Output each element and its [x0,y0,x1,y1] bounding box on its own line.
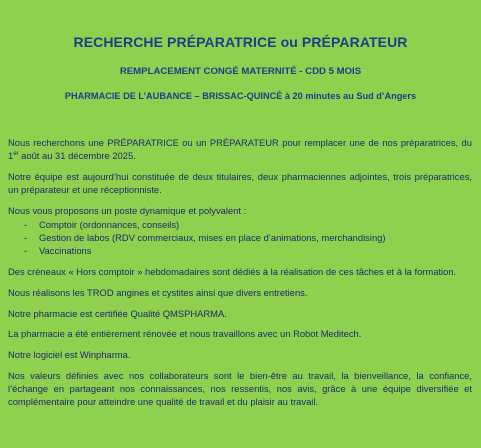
team-paragraph: Notre équipe est aujourd’hui constituée de deux titulaires, deux pharmaciennes adjointes, trois préparatrices, un préparateur et une réceptionniste. [8,170,472,196]
hors-comptoir-paragraph: Des créneaux « Hors comptoir » hebdomadaires sont dédiés à la réalisation de ces tâches et à la formation. [8,266,457,278]
list-item [24,218,472,231]
list-item [24,231,472,244]
posting-body [8,136,472,416]
offer-intro: Nous vous proposons un poste dynamique et polyvalent : [8,204,247,216]
renovation-paragraph: La pharmacie a été entièrement rénovée et nous travaillons avec un Robot Meditech. [8,328,362,340]
posting-subtitle: REMPLACEMENT CONGÉ MATERNITÉ - CDD 5 MOIS [119,66,362,77]
intro-superscript: er [13,151,19,158]
list-item [24,244,472,257]
intro-text: Nous recherchons une PRÉPARATRICE ou un PRÉPARATEUR pour remplacer une de nos préparatrices, du 1 [8,137,472,162]
bullet-dash: - [24,219,28,231]
posting-title: RECHERCHE PRÉPARATRICE ou PRÉPARATEUR [73,34,408,50]
task-label: Comptoir (ordonnances, conseils) [39,219,180,231]
bullet-dash: - [24,232,28,244]
pharmacy-location: PHARMACIE DE L’AUBANCE – BRISSAC-QUINCÉ à 20 minutes au Sud d’Angers [64,91,417,101]
values-paragraph: Nos valeurs définies avec nos collaborateurs sont le bien-être au travail, la bienveillance, la confiance, l’échange en partageant nos connaissances, nos ressentis, nos avis, grâce à une équipe diversifiée et complémentaire pour atteindre une qualité de travail et du plaisir au travail. [8,369,472,408]
intro-paragraph [8,136,472,162]
software-paragraph: Notre logiciel est Winpharma. [8,348,131,360]
bullet-dash: - [24,245,28,257]
task-label: Gestion de labos (RDV commerciaux, mises en place d’animations, merchandising) [39,232,386,244]
intro-dates: août au 31 décembre 2025. [18,150,136,162]
certification-paragraph: Notre pharmacie est certifiée Qualité QMSPHARMA. [8,307,227,319]
task-label: Vaccinations [39,245,92,257]
task-list [8,218,472,258]
trod-paragraph: Nous réalisons les TROD angines et cystites ainsi que divers entretiens. [8,286,308,298]
